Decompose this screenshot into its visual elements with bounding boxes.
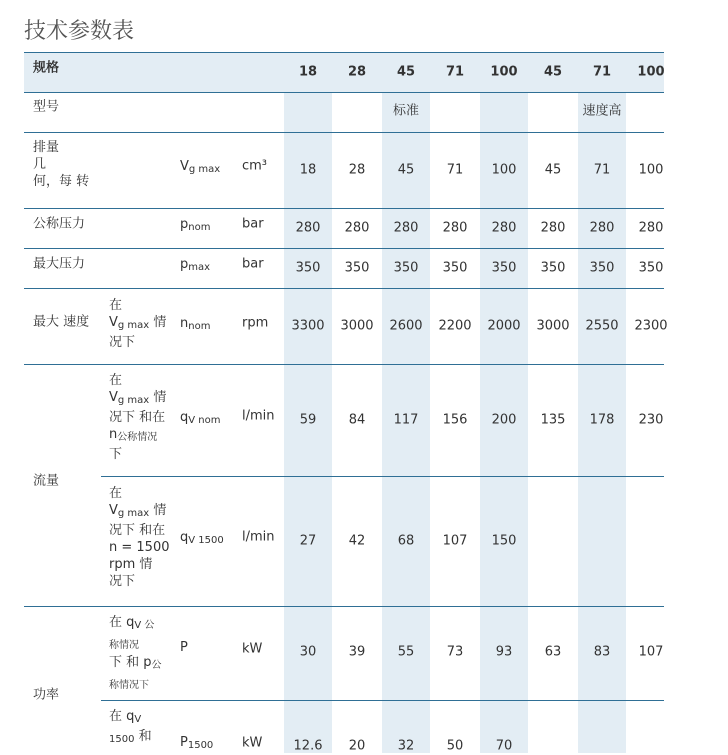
power-nominal-condition: 在 $q_{V 公 称情况}$ 下 和 $p_{公 称情况下}$: [109, 615, 162, 691]
size-header-cell: 100: [637, 64, 665, 80]
size-header-cell: 100: [490, 64, 518, 80]
power-label: 功率: [33, 687, 60, 703]
value-cell: 280: [393, 220, 419, 236]
value-cell: 350: [491, 260, 517, 276]
nominal-pressure-label: 公称压力: [33, 216, 86, 232]
value-cell: 280: [638, 220, 664, 236]
page-title: 技术参数表: [24, 19, 135, 44]
value-cell: 45: [544, 162, 562, 178]
value-cell: 156: [442, 412, 468, 428]
row-rule: [24, 208, 664, 209]
row-rule: [24, 92, 664, 93]
value-cell: 350: [442, 260, 468, 276]
value-cell: 63: [544, 644, 562, 660]
size-header-cell: 28: [347, 64, 367, 80]
value-cell: 150: [491, 533, 517, 549]
row-rule: [24, 288, 664, 289]
max-pressure-symbol: $p_{max}$: [180, 257, 211, 273]
flow-1500-unit: l/min: [242, 529, 275, 545]
value-cell: 280: [589, 220, 615, 236]
size-header-cell: 71: [592, 64, 612, 80]
value-cell: 50: [446, 738, 464, 754]
size-header-cell: 71: [445, 64, 465, 80]
value-cell: 39: [348, 644, 366, 660]
value-cell: 32: [397, 738, 415, 754]
value-cell: 12.6: [293, 738, 323, 754]
flow-nominal-symbol: $q_{V nom}$: [180, 410, 221, 426]
value-cell: 3000: [536, 318, 570, 334]
value-cell: 230: [638, 412, 664, 428]
flow-1500-condition: 在 $V_{g max}$ 情 况下 和在 n = 1500 rpm 情 况下: [109, 486, 170, 589]
value-cell: 280: [344, 220, 370, 236]
power-1500-condition: 在 $q_{V 1500}$ 和: [109, 709, 152, 745]
value-cell: 3000: [340, 318, 374, 334]
value-cell: 280: [540, 220, 566, 236]
value-cell: 107: [638, 644, 664, 660]
size-label: 规格: [33, 60, 60, 76]
value-cell: 2300: [634, 318, 668, 334]
value-cell: 27: [299, 533, 317, 549]
row-rule: [24, 248, 664, 249]
value-cell: 280: [491, 220, 517, 236]
row-rule: [24, 132, 664, 133]
value-cell: 2550: [585, 318, 619, 334]
power-nominal-unit: kW: [242, 641, 263, 657]
value-cell: 3300: [291, 318, 325, 334]
displacement-unit: cm³: [242, 158, 268, 174]
value-cell: 350: [393, 260, 419, 276]
value-cell: 2000: [487, 318, 521, 334]
value-cell: 71: [446, 162, 464, 178]
displacement-label: 排量 几 何，每 转: [33, 140, 90, 189]
size-header-cell: 18: [298, 64, 318, 80]
value-cell: 71: [593, 162, 611, 178]
row-rule: [101, 476, 664, 477]
value-cell: 2200: [438, 318, 472, 334]
displacement-symbol: $V_{g max}$: [180, 159, 221, 175]
value-cell: 42: [348, 533, 366, 549]
flow-1500-symbol: $q_{V 1500}$: [180, 530, 224, 546]
value-cell: 100: [638, 162, 664, 178]
max-speed-label: 最大 速度: [33, 314, 90, 330]
row-rule: [24, 606, 664, 607]
flow-nominal-unit: l/min: [242, 408, 275, 424]
value-cell: 84: [348, 412, 366, 428]
value-cell: 350: [540, 260, 566, 276]
power-1500-unit: kW: [242, 735, 263, 751]
row-rule: [101, 700, 664, 701]
value-cell: 350: [295, 260, 321, 276]
group-standard: 标准: [392, 103, 420, 119]
value-cell: 135: [540, 412, 566, 428]
value-cell: 350: [589, 260, 615, 276]
value-cell: 200: [491, 412, 517, 428]
value-cell: 117: [393, 412, 419, 428]
nominal-pressure-unit: bar: [242, 216, 264, 232]
power-nominal-symbol: P: [180, 640, 188, 655]
value-cell: 83: [593, 644, 611, 660]
size-header-cell: 45: [543, 64, 563, 80]
value-cell: 280: [295, 220, 321, 236]
value-cell: 100: [491, 162, 517, 178]
value-cell: 280: [442, 220, 468, 236]
header-row-background: [24, 52, 664, 92]
value-cell: 28: [348, 162, 366, 178]
value-cell: 2600: [389, 318, 423, 334]
max-speed-condition: 在 $V_{g max}$ 情 况下: [109, 298, 167, 350]
value-cell: 70: [495, 738, 513, 754]
value-cell: 30: [299, 644, 317, 660]
value-cell: 68: [397, 533, 415, 549]
max-speed-symbol: $n_{nom}$: [180, 316, 211, 332]
size-header-cell: 45: [396, 64, 416, 80]
max-speed-unit: rpm: [242, 315, 269, 331]
max-pressure-unit: bar: [242, 256, 264, 272]
power-1500-symbol: $P_{1500}$: [180, 735, 214, 751]
value-cell: 178: [589, 412, 615, 428]
row-rule: [24, 364, 664, 365]
value-cell: 59: [299, 412, 317, 428]
flow-label: 流量: [33, 473, 60, 489]
model-label: 型号: [33, 99, 60, 115]
flow-nominal-condition: 在 $V_{g max}$ 情 况下 和在 $n_{公称情况}$ 下: [109, 373, 167, 462]
value-cell: 45: [397, 162, 415, 178]
value-cell: 55: [397, 644, 415, 660]
value-cell: 18: [299, 162, 317, 178]
max-pressure-label: 最大压力: [33, 256, 86, 272]
row-rule: [24, 52, 664, 53]
value-cell: 20: [348, 738, 366, 754]
nominal-pressure-symbol: $p_{nom}$: [180, 217, 211, 233]
group-high-speed: 速度高: [582, 103, 622, 119]
value-cell: 350: [638, 260, 664, 276]
value-cell: 73: [446, 644, 464, 660]
value-cell: 107: [442, 533, 468, 549]
value-cell: 93: [495, 644, 513, 660]
value-cell: 350: [344, 260, 370, 276]
